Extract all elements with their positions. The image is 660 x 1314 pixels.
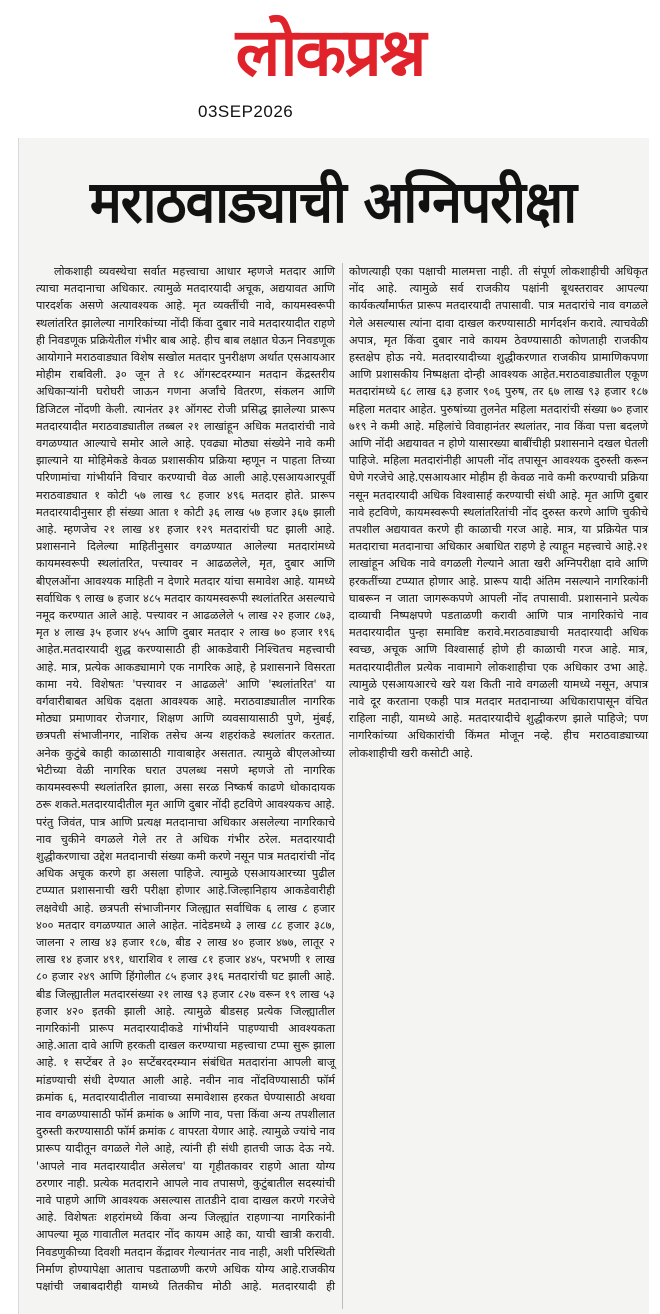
article-paragraph: लोकशाही व्यवस्थेचा सर्वात महत्त्वाचा आधार म्हणजे मतदार आणि त्याचा मतदानाचा अधिकार. त्यामुळे मतदारयादी अचूक, अद्ययावत आणि पारदर्शक असणे अत्यावश्यक आहे. मृत व्यक्तींची नावे, कायमस्वरूपी स्थलांतरित झालेल्या नागरिकांच्या नोंदी किंवा दुबार नावे मतदारयादीत राहणे ही निवडणूक प्रक्रियेतील गंभीर बाब आहे. हीच बाब लक्षात घेऊन निवडणूक आयोगाने मराठवाड्यात विशेष सखोल मतदार पुनरीक्षण अर्थात एसआयआर मोहीम राबविली. ३० जून ते १८ ऑगस्टदरम्यान मतदान केंद्रस्तरीय अधिकाऱ्यांनी घरोघरी जाऊन गणना अर्जांचे वितरण, संकलन आणि डिजिटल नोंदणी केली. त्यानंतर ३१ ऑगस्ट रोजी प्रसिद्ध झालेल्या प्रारूप मतदारयादीत मराठवाड्यातील तब्बल २१ लाखांहून अधिक मतदारांची नावे वगळण्यात आल्याचे समोर आले आहे. एवढ्या मोठ्या संख्येने नावे कमी झाल्याने या मोहिमेकडे केवळ प्रशासकीय प्रक्रिया म्हणून न पाहता तिच्या परिणामांचा गांभीर्याने विचार करण्याची वेळ आली आहे.एसआयआरपूर्वी मराठवाड्यात १ कोटी ५७ लाख ९८ हजार ४९६ मतदार होते. प्रारूप मतदारयादीनुसार ही संख्या आता १ कोटी ३६ लाख ५७ हजार ३६७ झाली आहे. म्हणजेच २१ लाख ४१ हजार १२९ मतदारांची घट झाली आहे. प्रशासनाने दिलेल्या माहितीनुसार वगळण्यात आलेल्या मतदारांमध्ये कायमस्वरूपी स्थलांतरित, पत्त्यावर न आढळलेले, मृत, दुबार आणि बीएलओंना आवश्यक माहिती न देणारे मतदार यांचा समावेश आहे. यामध्ये सर्वाधिक ९ लाख ७ हजार ४८५ मतदार कायमस्वरूपी स्थलांतरित असल्याचे नमूद करण्यात आले आहे. पत्त्यावर न आढळलेले ५ लाख २२ हजार ८७३, मृत ४ लाख ३५ हजार ४५५ आणि दुबार मतदार २ लाख ७० हजार १९६ आहेत.मतदारयादी शुद्ध करण्यासाठी ही आकडेवारी निश्चितच महत्त्वाची आहे. मात्र, प्रत्येक आकड्यामागे एक नागरिक आहे, हे प्रशासनाने विसरता कामा नये. विशेषतः 'पत्त्यावर न आढळले' आणि 'स्थलांतरित' या वर्गवारीबाबत अधिक दक्षता आवश्यक आहे. मराठवाड्यातील नागरिक मोठ्या प्रमाणावर रोजगार, शिक्षण आणि व्यवसायासाठी पुणे, मुंबई, छत्रपती संभाजीनगर, नाशिक तसेच अन्य शहरांकडे स्थलांतर करतात. अनेक कुटुंबे काही काळासाठी गावाबाहेर असतात. त्यामुळे बीएलओच्या भेटीच्या वेळी नागरिक घरात उपलब्ध नसणे म्हणजे तो नागरिक कायमस्वरूपी स्थलांतरित झाला, असा सरळ निष्कर्ष काढणे धोकादायक ठरू शकते.मतदारयादीतील मृत आणि दुबार नोंदी हटविणे आवश्यकच आहे. परंतु जिवंत, पात्र आणि प्रत्यक्ष मतदानाचा अधिकार असलेल्या नागरिकाचे नाव चुकीने वगळले गेले तर ते अधिक गंभीर ठरेल. मतदारयादी शुद्धीकरणाचा उद्देश मतदानाची संख्या कमी करणे नसून पात्र मतदारांची नोंद अधिक अचूक करणे हा असला पाहिजे. त्यामुळे एसआयआरच्या पुढील टप्प्यात प्रशासनाची खरी परीक्षा होणार आहे.जिल्हानिहाय आकडेवारीही लक्षवेधी आहे. छत्रपती संभाजीनगर जिल्ह्यात सर्वाधिक ६ लाख ८ हजार ४०० मतदार वगळण्यात आले आहेत. नांदेडमध्ये ३ लाख ८८ हजार ३८७, जालना २ लाख ४३ हजार १८७, बीड २ लाख ४० हजार ४७७, लातूर २ लाख १४ हजार ४९१, धाराशिव १ लाख ८१ हजार ४४५, परभणी १ लाख ८० हजार २४९ आणि हिंगोलीत ८५ हजार ३१६ मतदारांची घट झाली आहे. बीड जिल्ह्यातील मतदारसंख्या २१ लाख ९३ हजार ८२७ वरून १९ लाख ५३ हजार ४२० इतकी झाली आहे. त्यामुळे बीडसह प्रत्येक जिल्ह्यातील नागरिकांनी प्रारूप मतदारयादीकडे गांभीर्याने पाहण्याची आवश्यकता आहे.आता दावे आणि हरकती दाखल करण्याचा महत्त्वाचा टप्पा सुरू झाला आहे. १ सप्टेंबर ते ३० सप्टेंबरदरम्यान संबंधित मतदारांना आपली बाजू मांडण्याची संधी देण्यात आली आहे. नवीन नाव नोंदविण्यासाठी फॉर्म क्रमांक ६, मतदारयादीतील नावाच्या समावेशास हरकत घेण्यासाठी अथवा नाव वगळण्यासाठी फॉर्म क्रमांक ७ आणि नाव, पत्ता किंवा अन्य तपशीलात दुरुस्ती करण्यासाठी फॉर्म क्रमांक ८ वापरता येणार आहे. त्यामुळे ज्यांचे नाव प्रारूप यादीतून वगळले गेले आहे, त्यांनी ही संधी हातची जाऊ देऊ नये. 'आपले नाव मतदारयादीत असेलच' या गृहीतकावर राहणे आता योग्य ठरणार नाही. प्रत्येक मतदाराने आपले नाव तपासणे, कुटुंबातील सदस्यांची नावे पाहणे आणि आवश्यक असल्यास तातडीने दावा दाखल करणे गरजेचे आहे. विशेषतः शहरांमध्ये किंवा अन्य जिल्ह्यांत राहणाऱ्या नागरिकांनी आपल्या मूळ गावातील मतदार नोंद कायम आहे का, याची खात्री करावी. निवडणुकीच्या दिवशी मतदान केंद्रावर गेल्यानंतर नाव नाही, अशी परिस्थिती निर्माण होण्यापेक्षा आताच पडताळणी करणे अधिक योग्य आहे.राजकीय पक्षांची जबाबदारीही यामध्ये तितकीच मोठी आहे. मतदारयादी ही कोणत्याही एका पक्षाची मालमत्ता नाही. ती संपूर्ण लोकशाहीची अधिकृत नोंद आहे. त्यामुळे सर्व राजकीय पक्षांनी बूथस्तरावर आपल्या कार्यकर्त्यांमार्फत प्रारूप मतदारयादी तपासावी. पात्र मतदारांचे नाव वगळले गेले असल्यास त्यांना दावा दाखल करण्यासाठी मार्गदर्शन करावे. त्याचवेळी अपात्र, मृत किंवा दुबार नावे कायम ठेवण्यासाठी कोणताही राजकीय हस्तक्षेप होऊ नये. मतदारयादीच्या शुद्धीकरणात राजकीय प्रामाणिकपणा आणि प्रशासकीय निष्पक्षता दोन्ही आवश्यक आहेत.मराठवाड्यातील एकूण मतदारांमध्ये ६८ लाख ६३ हजार ९०६ पुरुष, तर ६७ लाख ९३ हजार १८७ महिला मतदार आहेत. पुरुषांच्या तुलनेत महिला मतदारांची संख्या ७० हजार ७१९ ने कमी आहे. महिलांचे विवाहानंतर स्थलांतर, नाव किंवा पत्ता बदलणे आणि नोंदी अद्ययावत न होणे यासारख्या बाबींचीही प्रशासनाने दखल घेतली पाहिजे. महिला मतदारांनीही आपली नोंद तपासून आवश्यक दुरुस्ती करून घेणे गरजेचे आहे.एसआयआर मोहीम ही केवळ नावे कमी करण्याची प्रक्रिया नसून मतदारयादी अधिक विश्वासार्ह करण्याची संधी आहे. मृत आणि दुबार नावे हटविणे, कायमस्वरूपी स्थलांतरितांची नोंद दुरुस्त करणे आणि चुकीचे तपशील अद्ययावत करणे ही काळाची गरज आहे. मात्र, या प्रक्रियेत पात्र मतदाराचा मतदानाचा अधिकार अबाधित राहणे हे त्याहून महत्त्वाचे आहे.२१ लाखांहून अधिक नावे वगळली गेल्याने आता खरी अग्निपरीक्षा दावे आणि हरकतींच्या टप्प्यात होणार आहे. प्रारूप यादी अंतिम नसल्याने नागरिकांनी घाबरून न जाता जागरूकपणे आपली नोंद तपासावी. प्रशासनाने प्रत्येक दाव्याची निष्पक्षपणे पडताळणी करावी आणि पात्र नागरिकांचे नाव मतदारयादीत पुन्हा समाविष्ट करावे.मराठवाड्याची मतदारयादी अधिक स्वच्छ, अचूक आणि विश्वासार्ह होणे ही काळाची गरज आहे. मात्र, मतदारयादीतील प्रत्येक नावामागे लोकशाहीचा एक अधिकार उभा आहे. त्यामुळे एसआयआरचे खरे यश किती नावे वगळली यामध्ये नसून, अपात्र नावे दूर करताना एकही पात्र मतदार मतदानाच्या अधिकारापासून वंचित राहिला नाही, यामध्ये आहे. मतदारयादीचे शुद्धीकरण झाले पाहिजे; पण नागरिकांच्या अधिकारांची किंमत मोजून नव्हे. हीच मराठवाड्याच्या लोकशाहीची खरी कसोटी आहे. xyxy=(36,265,648,1293)
article-headline: मराठवाड्याची अग्निपरीक्षा xyxy=(89,168,577,236)
publication-date: 03SEP2026 xyxy=(198,102,294,121)
newspaper-logo: लोकप्रश्न xyxy=(235,13,425,91)
masthead xyxy=(0,0,660,125)
article-body xyxy=(36,263,648,1309)
